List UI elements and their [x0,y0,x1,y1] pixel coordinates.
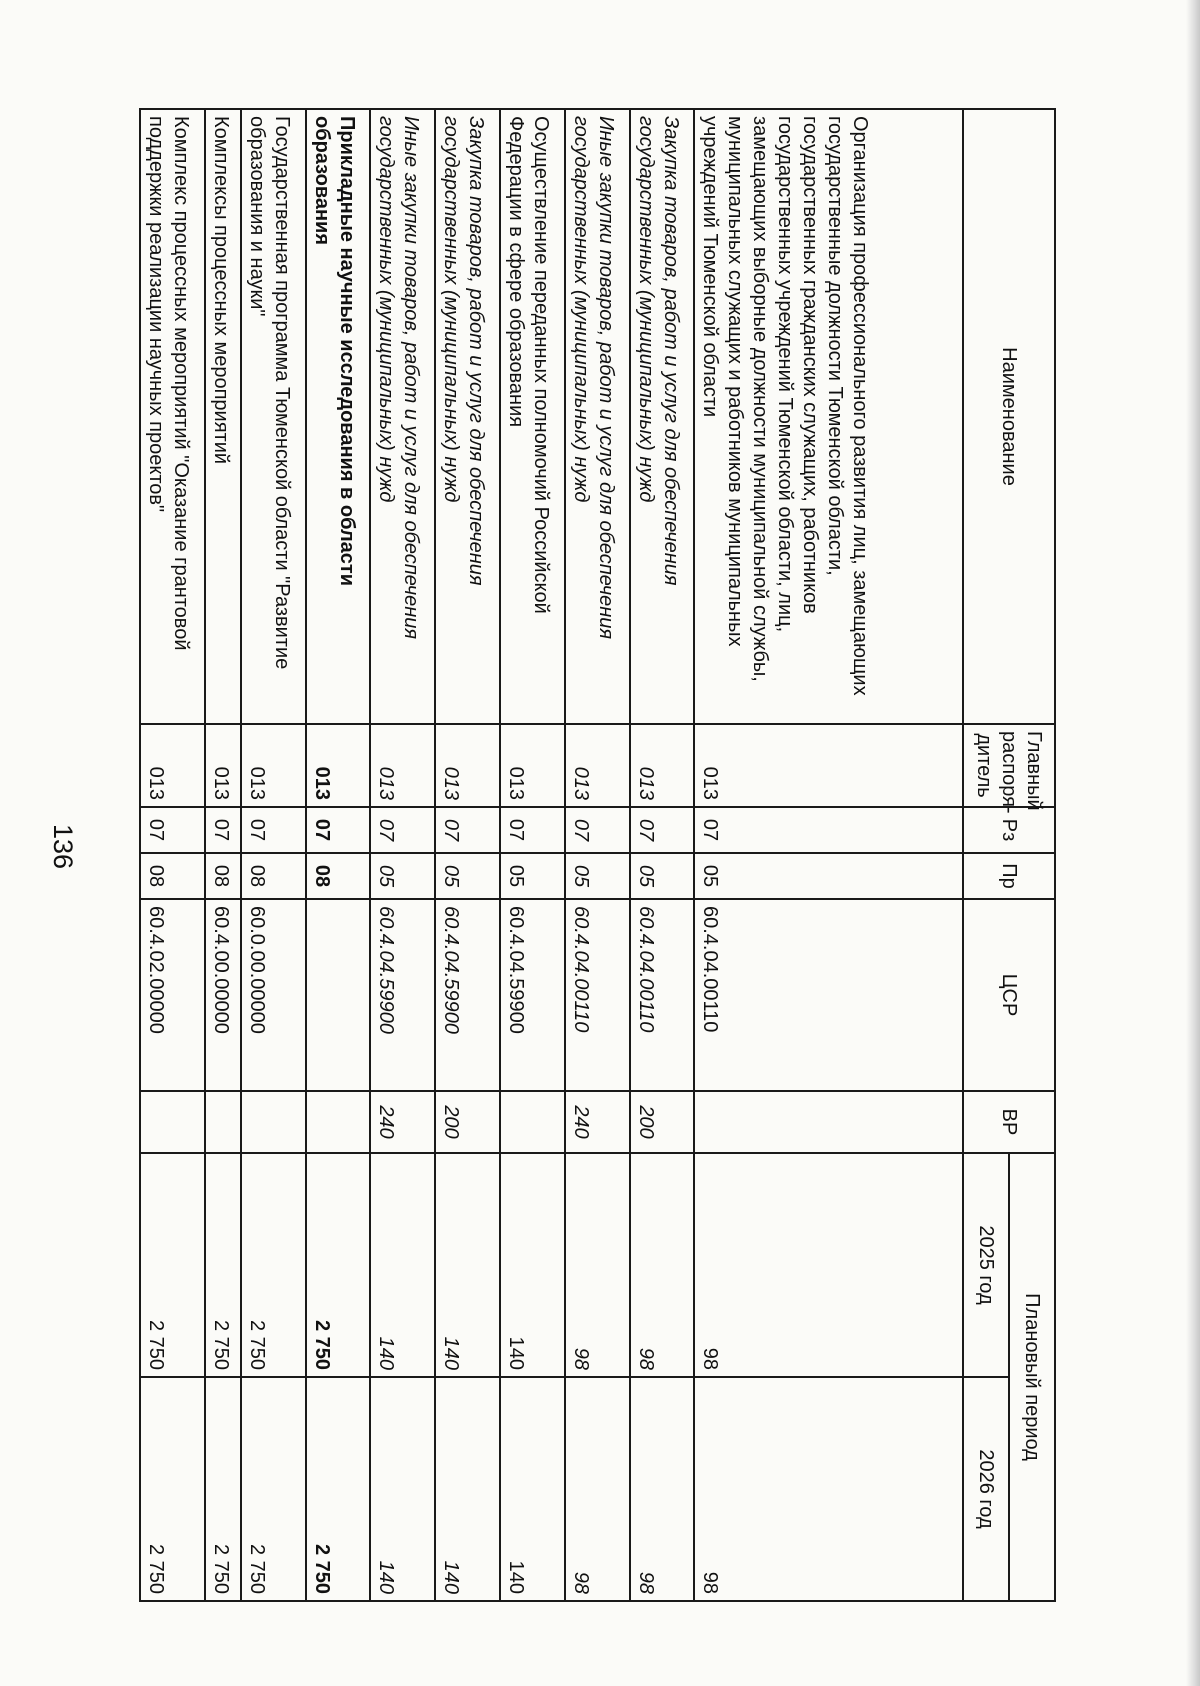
row-vr: 200 [630,1091,695,1153]
header-year-2025: 2025 год [963,1153,1009,1377]
row-pr: 05 [435,853,500,899]
page-number: 136 [48,824,78,870]
row-admin: 013 [565,724,630,807]
table-row [694,109,963,1601]
row-csr: 60.4.04.59900 [500,899,565,1091]
row-csr [306,899,371,1091]
row-name: Комплексы процессных мероприятий [205,109,241,724]
row-csr: 60.4.04.59900 [435,899,500,1091]
header-plan-period: Плановый период [1009,1153,1055,1601]
row-2026: 2 750 [306,1377,371,1601]
row-rz: 07 [370,807,435,853]
row-vr [306,1091,371,1153]
rotated-table-container [139,108,1056,1600]
row-2025: 140 [435,1153,500,1377]
row-admin: 013 [241,724,306,807]
row-rz: 07 [630,807,695,853]
header-csr: ЦСР [963,899,1055,1091]
row-2026: 140 [435,1377,500,1601]
header-rz: Рз [963,807,1055,853]
row-pr: 08 [306,853,371,899]
row-2026: 2 750 [241,1377,306,1601]
row-2025: 2 750 [306,1153,371,1377]
row-2025: 2 750 [140,1153,205,1377]
row-vr: 200 [435,1091,500,1153]
row-2025: 2 750 [241,1153,306,1377]
row-pr: 08 [241,853,306,899]
row-pr: 05 [565,853,630,899]
row-admin: 013 [140,724,205,807]
row-vr: 240 [565,1091,630,1153]
row-2025: 98 [630,1153,695,1377]
table-row [500,109,565,1601]
table-row [435,109,500,1601]
row-vr [500,1091,565,1153]
row-rz: 07 [500,807,565,853]
row-2026: 140 [370,1377,435,1601]
table-row [630,109,695,1601]
row-name: Иные закупки товаров, работ и услуг для обеспечения государственных (муниципальных) нужд [370,109,435,724]
row-vr [694,1091,963,1153]
row-2026: 2 750 [140,1377,205,1601]
row-rz: 07 [694,807,963,853]
row-vr [205,1091,241,1153]
row-name: Прикладные научные исследования в области образования [306,109,371,724]
row-admin: 013 [306,724,371,807]
row-name: Иные закупки товаров, работ и услуг для обеспечения государственных (муниципальных) нужд [565,109,630,724]
row-2025: 140 [370,1153,435,1377]
table-row [306,109,371,1601]
header-vr: ВР [963,1091,1055,1153]
row-rz: 07 [435,807,500,853]
row-2025: 140 [500,1153,565,1377]
row-pr: 08 [205,853,241,899]
row-csr: 60.4.04.59900 [370,899,435,1091]
row-admin: 013 [694,724,963,807]
row-name: Организация профессионального развития лиц, замещающих государственные должности Тюменской области, государственных гражданских служащих, работников государственных учреждений Тюменской области, лиц, замещающих выборные должности муниципальной службы, муниципальных служащих и работников муниципальных учреждений Тюменской области [694,109,963,724]
row-pr: 08 [140,853,205,899]
row-csr: 60.0.00.00000 [241,899,306,1091]
table-row [370,109,435,1601]
row-2026: 98 [565,1377,630,1601]
row-2026: 98 [630,1377,695,1601]
row-name: Осуществление переданных полномочий Российской Федерации в сфере образования [500,109,565,724]
scan-edge [1186,0,1200,1686]
header-name: Наименование [963,109,1055,724]
header-admin: Главный распоря-дитель [963,724,1055,807]
row-admin: 013 [630,724,695,807]
row-name: Закупка товаров, работ и услуг для обеспечения государственных (муниципальных) нужд [630,109,695,724]
row-pr: 05 [694,853,963,899]
row-admin: 013 [435,724,500,807]
row-2025: 2 750 [205,1153,241,1377]
row-name: Закупка товаров, работ и услуг для обеспечения государственных (муниципальных) нужд [435,109,500,724]
row-2026: 2 750 [205,1377,241,1601]
table-row [241,109,306,1601]
row-name: Государственная программа Тюменской области "Развитие образования и науки" [241,109,306,724]
row-admin: 013 [205,724,241,807]
row-rz: 07 [306,807,371,853]
row-csr: 60.4.04.00110 [630,899,695,1091]
row-pr: 05 [500,853,565,899]
row-csr: 60.4.04.00110 [694,899,963,1091]
row-csr: 60.4.04.00110 [565,899,630,1091]
header-year-2026: 2026 год [963,1377,1009,1601]
table-row [565,109,630,1601]
row-2025: 98 [565,1153,630,1377]
row-2025: 98 [694,1153,963,1377]
row-2026: 98 [694,1377,963,1601]
row-rz: 07 [565,807,630,853]
row-vr [140,1091,205,1153]
row-pr: 05 [370,853,435,899]
row-vr [241,1091,306,1153]
row-vr: 240 [370,1091,435,1153]
table-body [140,109,963,1601]
row-rz: 07 [241,807,306,853]
row-rz: 07 [140,807,205,853]
row-admin: 013 [370,724,435,807]
row-csr: 60.4.02.00000 [140,899,205,1091]
row-name: Комплекс процессных мероприятий "Оказание грантовой поддержки реализации научных проектов" [140,109,205,724]
table-row [205,109,241,1601]
budget-table [139,108,1056,1602]
header-pr: Пр [963,853,1055,899]
row-pr: 05 [630,853,695,899]
row-rz: 07 [205,807,241,853]
row-admin: 013 [500,724,565,807]
row-2026: 140 [500,1377,565,1601]
row-csr: 60.4.00.00000 [205,899,241,1091]
table-row [140,109,205,1601]
